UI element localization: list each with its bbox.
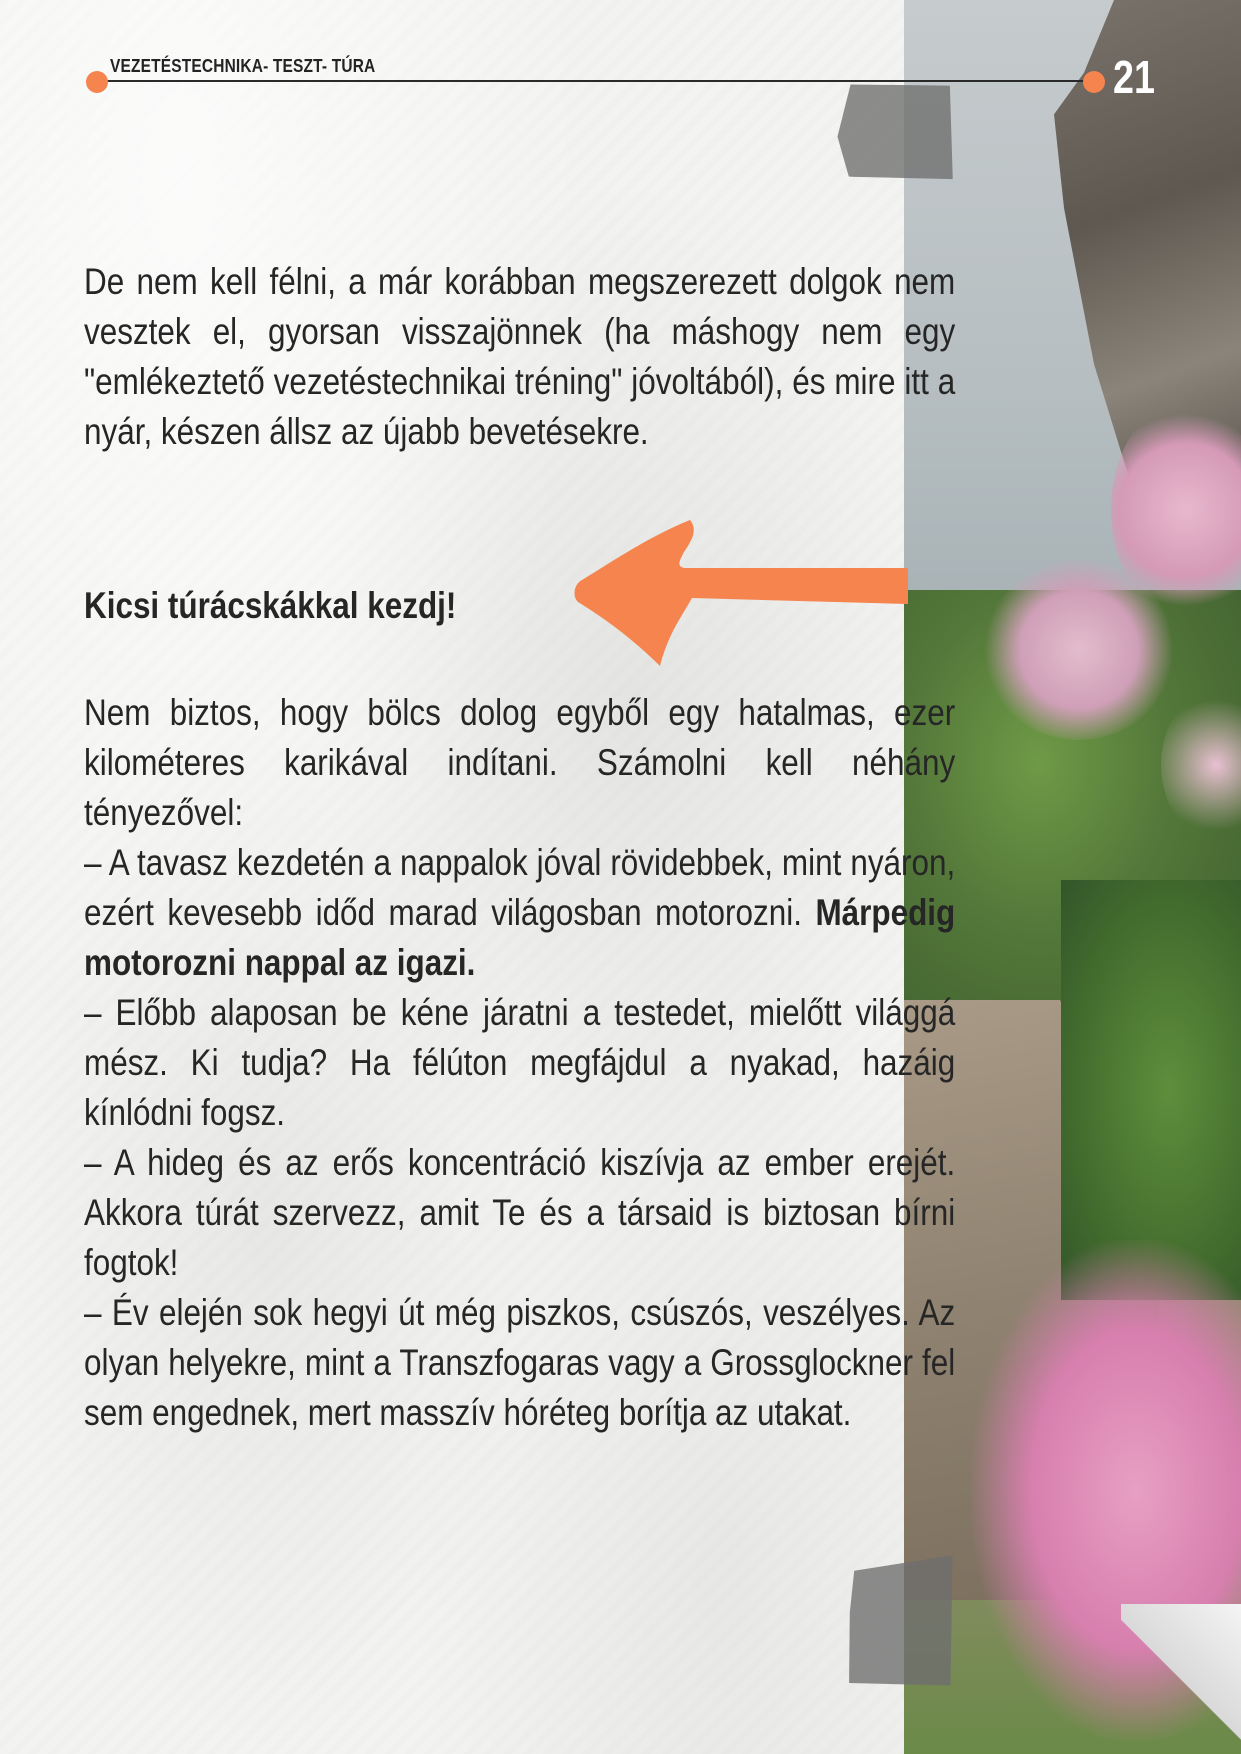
section-title: VEZETÉSTECHNIKA- TESZT- TÚRA bbox=[110, 56, 376, 76]
paragraph: De nem kell félni, a már korábban megszerezett dolgok nem vesztek el, gyorsan visszajönnek (ha máshogy nem egy "emlékeztető vezetéstechnikai tréning" jóvoltából), és mire itt a nyár, készen állsz az újabb bevetésekre. bbox=[84, 261, 956, 452]
list-item: – Előbb alaposan be kéne járatni a testedet, mielőtt világgá mész. Ki tudja? Ha félúton megfájdul a nyakad, hazáig kínlódni fogsz. bbox=[84, 992, 956, 1133]
subheading: Kicsi túrácskákkal kezdj! bbox=[84, 585, 457, 626]
tape-strip bbox=[843, 1555, 960, 1691]
photo-grass-right bbox=[1061, 880, 1241, 1300]
list-item: – A hideg és az erős koncentráció kiszívja az ember erejét. Akkora túrát szervezz, amit Te és a társaid is biztosan bírni fogtok! bbox=[84, 1142, 956, 1283]
page-curl bbox=[1121, 1604, 1241, 1754]
body-text bbox=[84, 688, 955, 1438]
left-arrow-brush-icon bbox=[572, 516, 908, 668]
list-item-text: – A tavasz kezdetén a nappalok jóval rövidebbek, mint nyáron, ezért kevesebb időd marad világosban motorozni. bbox=[84, 842, 956, 933]
page-number: 21 bbox=[1113, 51, 1155, 103]
intro-paragraph: Nem biztos, hogy bölcs dolog egyből egy hatalmas, ezer kilométeres karikával indítani. Számolni kell néhány tényezővel: bbox=[84, 692, 956, 833]
list-item bbox=[84, 838, 955, 988]
tape-strip bbox=[835, 78, 960, 184]
photo-flowers bbox=[984, 560, 1174, 740]
header-dot-left bbox=[86, 71, 108, 93]
list-item: – Év elején sok hegyi út még piszkos, csúszós, veszélyes. Az olyan helyekre, mint a Transzfogaras vagy a Grossglockner fel sem engednek, mert masszív hóréteg borítja az utakat. bbox=[84, 1292, 956, 1433]
emphasis-text: Márpedig motorozni nappal az igazi. bbox=[84, 892, 956, 983]
header-dot-right bbox=[1083, 71, 1105, 93]
header-rule bbox=[98, 80, 1096, 82]
